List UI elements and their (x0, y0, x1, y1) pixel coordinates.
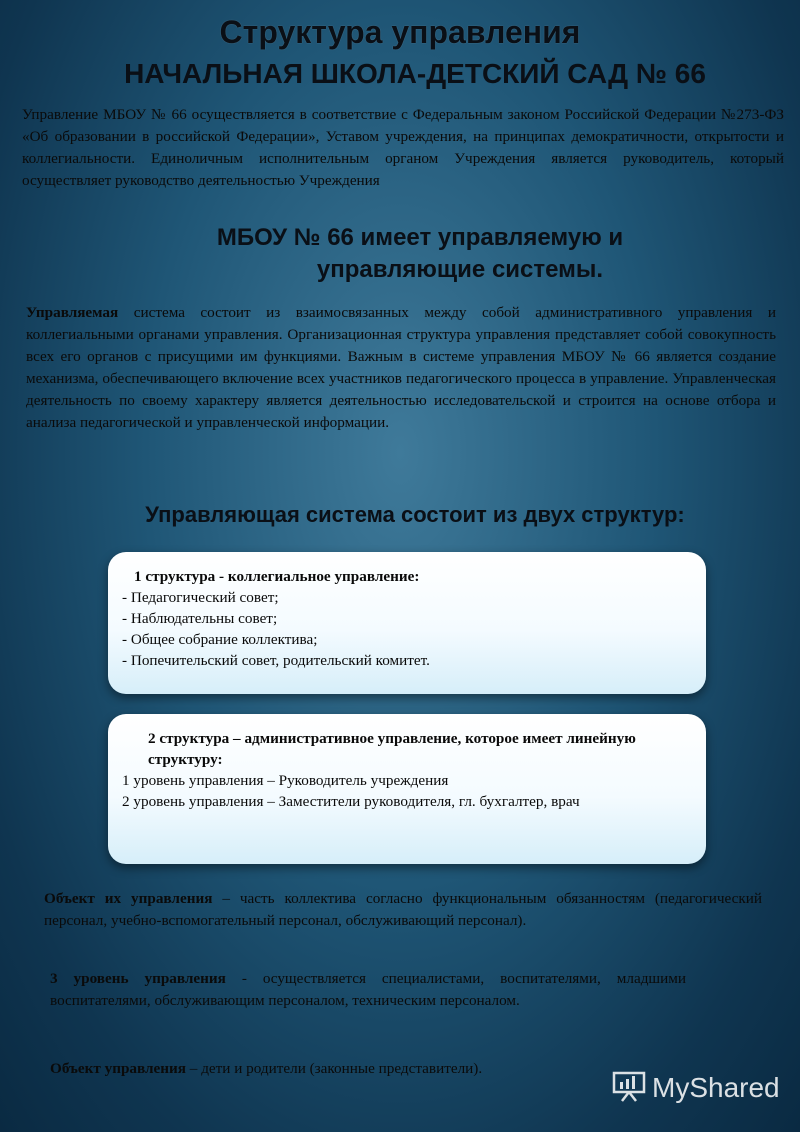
managed-text: система состоит из взаимосвязанных между собой административного управления и коллегиальными органами управления. Организационная структура управления представляет собой совокупность всех его органов с присущими им функциями. Важным в системе управления МБОУ № 66 является создание механизма, обеспечивающего включение всех участников педагогического процесса в управление. Управленческая деятельность по своему характеру является деятельностью исследовательской и строится на основе отбора и анализа педагогической и управленческой информации. (26, 304, 776, 431)
systems-heading-line2: управляющие системы. (316, 256, 604, 283)
level3-lead: 3 уровень управления (50, 970, 226, 987)
managed-system-paragraph (26, 302, 776, 434)
object1-lead: Объект их управления (44, 890, 213, 907)
page-title: Структура управления (219, 14, 581, 50)
control-system-heading: Управляющая система состоит из двух структур: (145, 502, 685, 527)
structure1-item: - Педагогический совет; (122, 589, 279, 606)
object2-lead: Объект управления (50, 1060, 186, 1077)
structure1-box (108, 552, 706, 694)
systems-heading-line1: МБОУ № 66 имеет управляемую и (216, 224, 624, 251)
watermark-logo (612, 1070, 780, 1106)
structure1-item: - Попечительский совет, родительский комитет. (122, 652, 430, 669)
systems-heading (160, 222, 680, 286)
managed-lead: Управляемая (26, 304, 119, 321)
object2-text: – дети и родители (законные представители). (186, 1060, 483, 1077)
page-subtitle: НАЧАЛЬНАЯ ШКОЛА-ДЕТСКИЙ САД № 66 (124, 58, 706, 89)
structure2-item: 2 уровень управления – Заместители руководителя, гл. бухгалтер, врач (122, 793, 580, 810)
intro-paragraph: Управление МБОУ № 66 осуществляется в соответствие с Федеральным законом Российской Федерации №273-ФЗ «Об образовании в российской Федерации», Уставом учреждения, на принципах демократичности, открытости и коллегиальности. Единоличным исполнительным органом Учреждения является руководитель, который осуществляет руководство деятельностью Учреждения (22, 106, 784, 189)
object2-paragraph (50, 1058, 610, 1080)
structure1-heading: 1 структура - коллегиальное управление: (134, 568, 420, 585)
watermark-text: MyShared (652, 1072, 780, 1103)
object1-paragraph (44, 888, 762, 932)
level3-text: - осуществляется специалистами, воспитателями, младшими воспитателями, обслуживающим персоналом, техническим персоналом. (50, 970, 686, 1009)
level3-paragraph (50, 968, 686, 1012)
structure1-item: - Общее собрание коллектива; (122, 631, 318, 648)
structure2-item: 1 уровень управления – Руководитель учреждения (122, 772, 449, 789)
presentation-chart-icon (612, 1070, 646, 1107)
structure1-item: - Наблюдательны совет; (122, 610, 278, 627)
structure2-heading: 2 структура – административное управление, которое имеет линейную структуру: (148, 730, 636, 768)
object1-text: – часть коллектива согласно функциональным обязанностям (педагогический персонал, учебно-вспомогательный персонал, обслуживающий персонал). (44, 890, 762, 929)
structure2-box (108, 714, 706, 864)
